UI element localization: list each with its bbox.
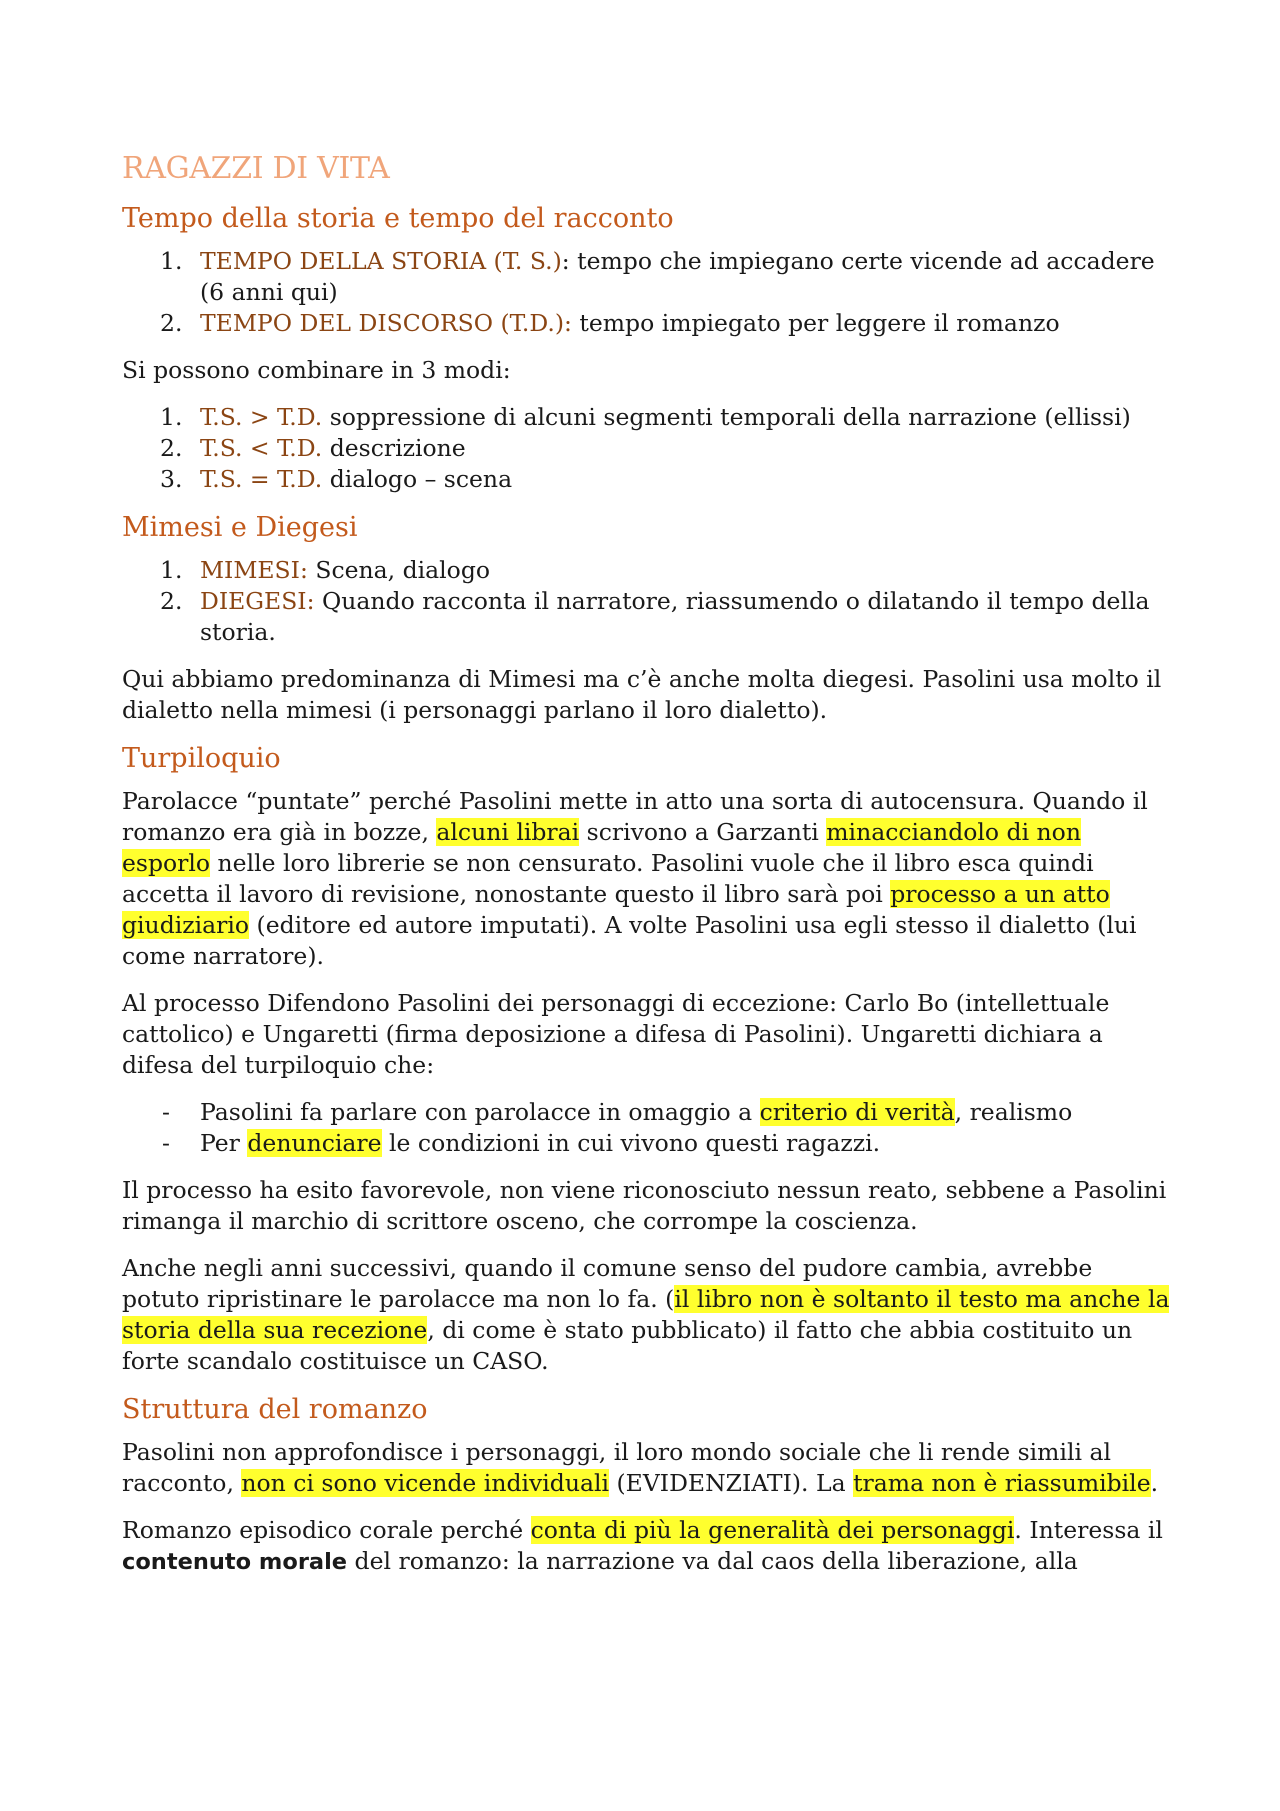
term: DIEGESI:: [200, 587, 315, 615]
paragraph: Romanzo episodico corale perché conta di più la generalità dei personaggi. Interessa il contenuto morale del romanzo: la narrazione va dal caos della liberazione, alla: [122, 1516, 1163, 1575]
list-item: 1. TEMPO DELLA STORIA (T. S.): tempo che impiegano certe vicende ad accadere (6 anni qui): [160, 247, 1155, 306]
term: T.S. = T.D.: [200, 465, 323, 493]
paragraph: Il processo ha esito favorevole, non viene riconosciuto nessun reato, sebbene a Pasolini rimanga il marchio di scrittore osceno, che corrompe la coscienza.: [122, 1176, 1167, 1235]
paragraph: Anche negli anni successivi, quando il comune senso del pudore cambia, avrebbe potuto ripristinare le parolacce ma non lo fa. (il libro non è soltanto il testo ma anche la storia della sua recezione, di come è stato pubblicato) il fatto che abbia costituito un forte scandalo costituisce un CASO.: [122, 1254, 1170, 1375]
term: MIMESI:: [200, 556, 308, 584]
highlight: trama non è riassumibile: [853, 1469, 1151, 1497]
list-item: 2. DIEGESI: Quando racconta il narratore, riassumendo o dilatando il tempo della storia.: [160, 587, 1150, 646]
highlight: denunciare: [247, 1129, 382, 1157]
list-item: 2. TEMPO DEL DISCORSO (T.D.): tempo impiegato per leggere il romanzo: [160, 309, 1060, 337]
paragraph: Pasolini non approfondisce i personaggi, il loro mondo sociale che li rende simili al racconto, non ci sono vicende individuali (EVIDENZIATI). La trama non è riassumibile.: [122, 1438, 1159, 1497]
section-heading-struttura: Struttura del romanzo: [122, 1394, 428, 1425]
term: T.S. < T.D.: [200, 434, 323, 462]
term: T.S. > T.D.: [200, 403, 323, 431]
highlight: non ci sono vicende individuali: [241, 1469, 610, 1497]
paragraph: Al processo Difendono Pasolini dei personaggi di eccezione: Carlo Bo (intellettuale cattolico) e Ungaretti (firma deposizione a difesa di Pasolini). Ungaretti dichiara a difesa del turpiloquio che:: [122, 989, 1110, 1079]
document-page: [122, 150, 1172, 1594]
list-item: 3. T.S. = T.D. dialogo – scena: [160, 465, 513, 493]
section-heading-turpiloquio: Turpiloquio: [122, 743, 281, 774]
highlight: il libro non è soltanto il testo ma anche la storia della sua recezione: [122, 1285, 1170, 1344]
highlight: processo a un atto giudiziario: [122, 880, 1110, 939]
tempo-list: [122, 246, 1172, 339]
modes-list: [122, 402, 1172, 495]
mimesi-list: [122, 555, 1172, 648]
section-heading-tempo: Tempo della storia e tempo del racconto: [122, 203, 674, 234]
paragraph: Parolacce “puntate” perché Pasolini mette in atto una sorta di autocensura. Quando il romanzo era già in bozze, alcuni librai scrivono a Garzanti minacciandolo di non esporlo nelle loro librerie se non censurato. Pasolini vuole che il libro esca quindi accetta il lavoro di revisione, nonostante questo il libro sarà poi processo a un atto giudiziario (editore ed autore imputati). A volte Pasolini usa egli stesso il dialetto (lui come narratore).: [122, 787, 1148, 970]
document-title: RAGAZZI DI VITA: [122, 151, 390, 186]
highlight: minacciandolo di non esporlo: [122, 818, 1081, 877]
paragraph: Si possono combinare in 3 modi:: [122, 356, 511, 384]
section-heading-mimesi: Mimesi e Diegesi: [122, 512, 358, 543]
bullet-list: [122, 1097, 1172, 1159]
list-item: - Per denunciare le condizioni in cui vivono questi ragazzi.: [162, 1129, 881, 1157]
list-item: 2. T.S. < T.D. descrizione: [160, 434, 466, 462]
paragraph: Qui abbiamo predominanza di Mimesi ma c’è anche molta diegesi. Pasolini usa molto il dialetto nella mimesi (i personaggi parlano il loro dialetto).: [122, 665, 1162, 724]
bold-text: contenuto morale: [122, 1549, 348, 1575]
list-item: 1. MIMESI: Scena, dialogo: [160, 556, 491, 584]
highlight: criterio di verità: [759, 1098, 955, 1126]
list-item: - Pasolini fa parlare con parolacce in omaggio a criterio di verità, realismo: [162, 1098, 1073, 1126]
highlight: conta di più la generalità dei personaggi: [530, 1516, 1015, 1544]
term: TEMPO DELLA STORIA (T. S.): [200, 247, 562, 275]
list-item: 1. T.S. > T.D. soppressione di alcuni segmenti temporali della narrazione (ellissi): [160, 403, 1131, 431]
highlight: alcuni librai: [436, 818, 580, 846]
term: TEMPO DEL DISCORSO (T.D.):: [200, 309, 572, 337]
